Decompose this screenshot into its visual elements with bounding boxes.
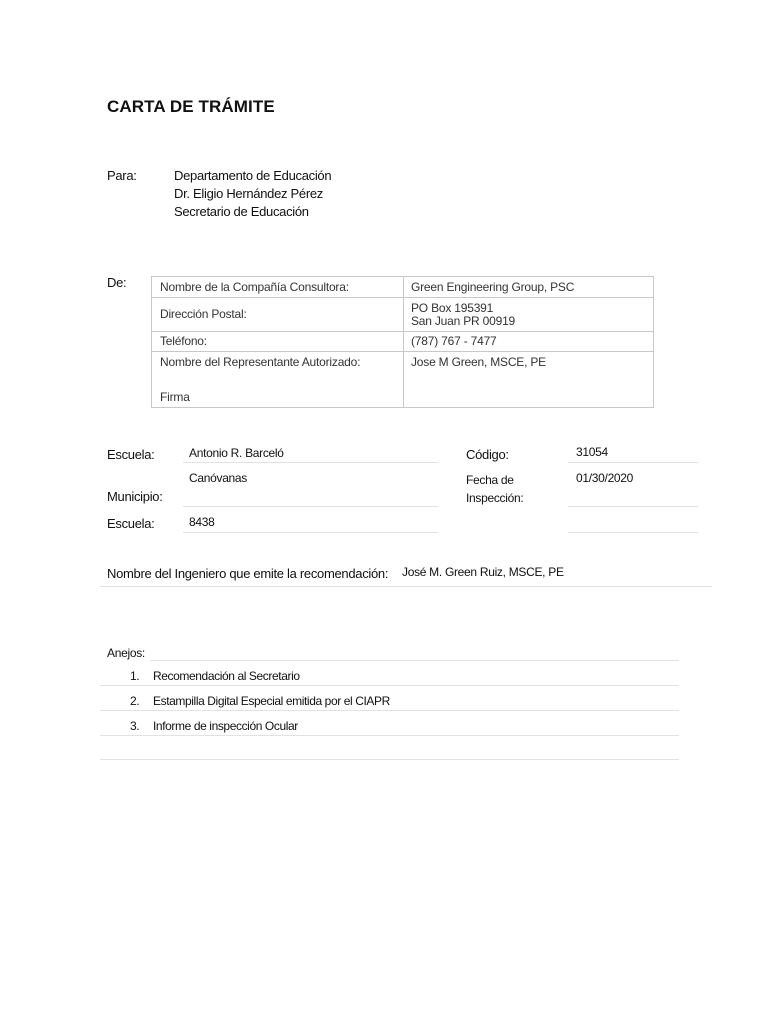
codigo-underline — [568, 462, 698, 463]
municipio-label: Municipio: — [107, 489, 163, 504]
list-item-text: Informe de inspección Ocular — [153, 719, 298, 733]
list-item — [130, 719, 430, 733]
list-item-number: 3. — [130, 719, 140, 733]
anejos-label: Anejos: — [107, 646, 145, 660]
anejos-underline — [150, 660, 679, 661]
list-item-number: 2. — [130, 694, 140, 708]
representative-label: Nombre del Representante Autorizado: — [160, 355, 361, 369]
list-item-text: Recomendación al Secretario — [153, 669, 300, 683]
engineer-underline — [100, 586, 712, 587]
municipio-underline — [183, 506, 438, 507]
table-row-divider — [152, 351, 653, 352]
postal-address-label: Dirección Postal: — [160, 307, 247, 321]
para-line-1: Departamento de Educación — [174, 168, 332, 183]
fecha-value: 01/30/2020 — [576, 471, 634, 485]
annex-row-line — [100, 759, 679, 760]
phone-label: Teléfono: — [160, 334, 207, 348]
fecha-label-line-1: Fecha de — [466, 473, 514, 487]
para-line-3: Secretario de Educación — [174, 204, 309, 219]
sender-table — [151, 276, 654, 408]
municipio-value: Canóvanas — [189, 471, 248, 485]
postal-address-line-1: PO Box 195391 — [411, 301, 494, 315]
list-item-text: Estampilla Digital Especial emitida por el CIAPR — [153, 694, 390, 708]
codigo-label: Código: — [466, 447, 509, 462]
escuela-code-value: 8438 — [189, 515, 215, 529]
list-item — [130, 669, 430, 683]
table-row-divider — [152, 297, 653, 298]
annex-row-line — [100, 685, 679, 686]
escuela-underline — [183, 462, 438, 463]
table-row-divider — [152, 331, 653, 332]
escuela-label: Escuela: — [107, 447, 155, 462]
escuela-code-label: Escuela: — [107, 516, 155, 531]
fecha-label-line-2: Inspección: — [466, 491, 524, 505]
phone-value: (787) 767 - 7477 — [411, 334, 497, 348]
list-item-number: 1. — [130, 669, 140, 683]
document-title: CARTA DE TRÁMITE — [107, 97, 275, 116]
postal-address-line-2: San Juan PR 00919 — [411, 314, 516, 328]
escuela-code-underline — [183, 532, 438, 533]
annex-row-line — [100, 710, 679, 711]
de-label: De: — [107, 275, 127, 290]
signature-label: Firma — [160, 390, 190, 404]
company-name-label: Nombre de la Compañía Consultora: — [160, 280, 349, 294]
fecha-underline — [568, 506, 698, 507]
representative-value: Jose M Green, MSCE, PE — [411, 355, 546, 369]
escuela-value: Antonio R. Barceló — [189, 446, 284, 460]
engineer-label: Nombre del Ingeniero que emite la recomendación: — [107, 566, 389, 581]
codigo-value: 31054 — [576, 445, 608, 459]
annex-row-line — [100, 735, 679, 736]
fecha-underline-2 — [568, 532, 698, 533]
list-item — [130, 694, 430, 708]
company-name-value: Green Engineering Group, PSC — [411, 280, 575, 294]
para-line-2: Dr. Eligio Hernández Pérez — [174, 186, 324, 201]
para-label: Para: — [107, 168, 137, 183]
engineer-value: José M. Green Ruiz, MSCE, PE — [402, 565, 564, 579]
